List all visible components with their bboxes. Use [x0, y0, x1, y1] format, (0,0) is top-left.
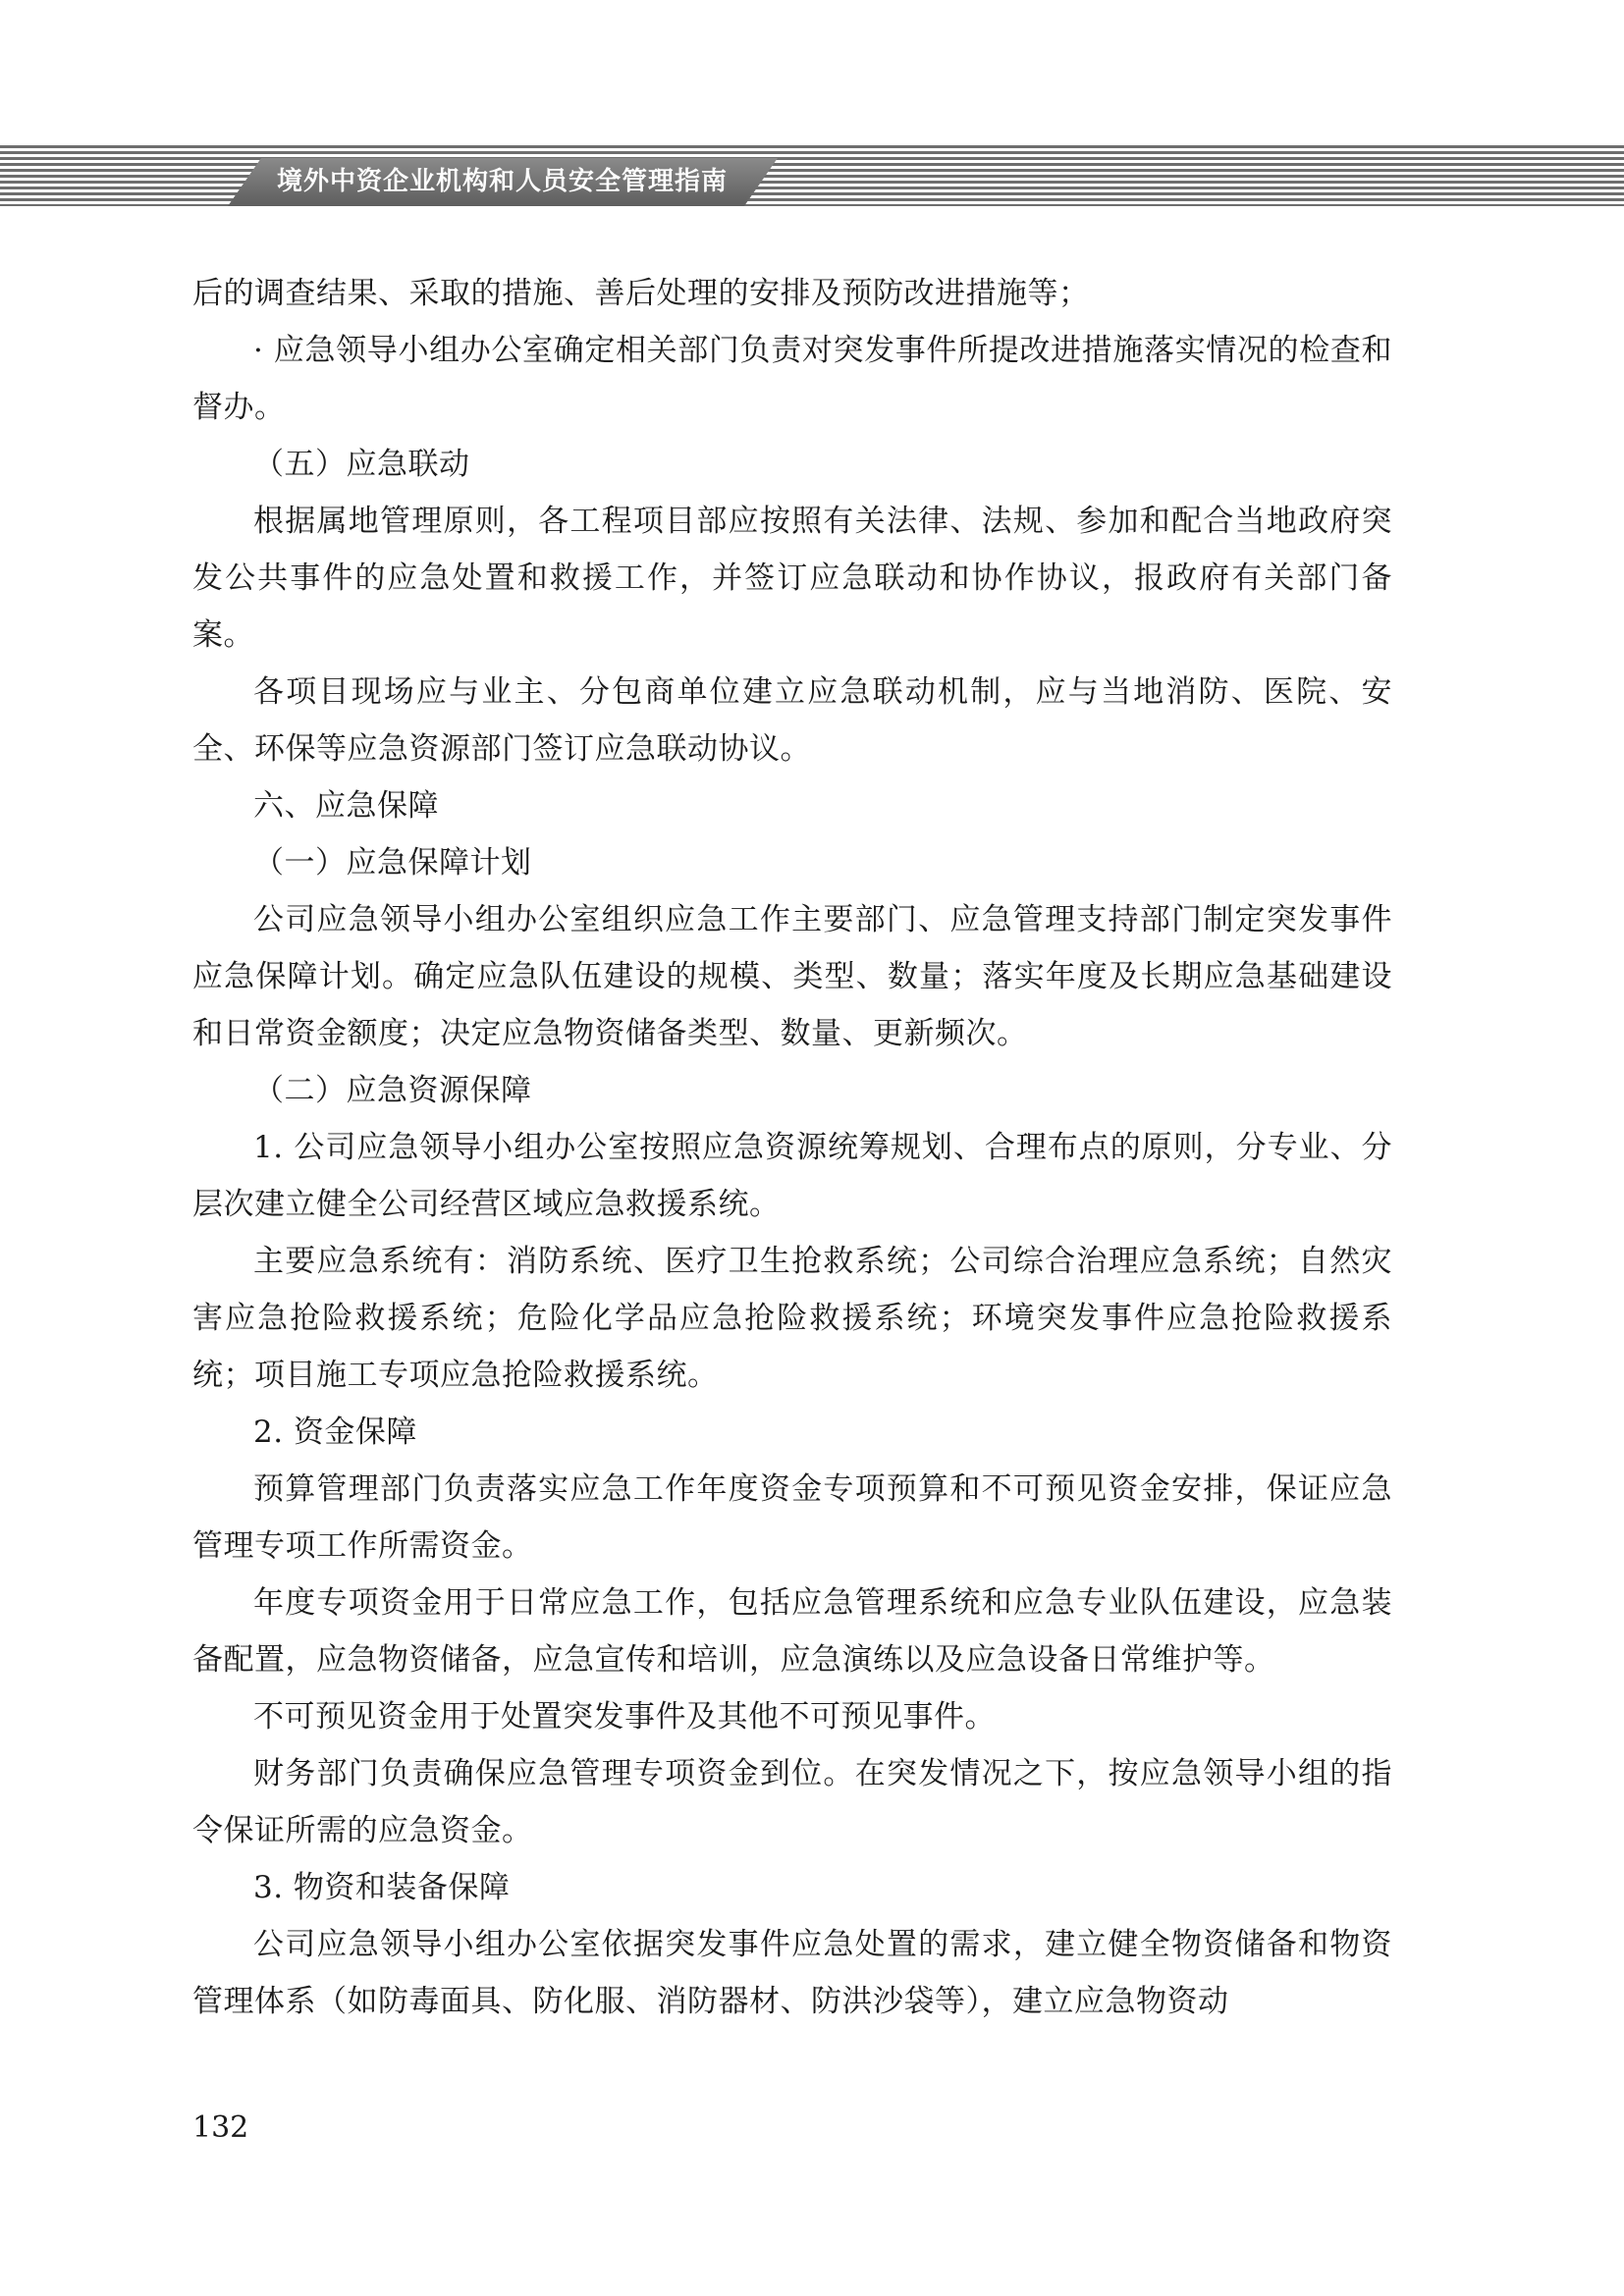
- chapter-heading: 六、应急保障: [253, 788, 439, 824]
- paragraph-numbered: 1. 公司应急领导小组办公室按照应急资源统筹规划、合理布点的原则，分专业、分层次建立健全公司经营区域应急救援系统。: [192, 1130, 1392, 1222]
- section-heading: （一）应急保障计划: [253, 845, 532, 881]
- section-heading: （二）应急资源保障: [253, 1073, 532, 1108]
- subsection-heading: 2. 资金保障: [253, 1415, 417, 1450]
- paragraph: 预算管理部门负责落实应急工作年度资金专项预算和不可预见资金安排，保证应急管理专项工作所需资金。: [192, 1471, 1392, 1564]
- paragraph: 各项目现场应与业主、分包商单位建立应急联动机制，应与当地消防、医院、安全、环保等应急资源部门签订应急联动协议。: [192, 674, 1392, 767]
- paragraph: 年度专项资金用于日常应急工作，包括应急管理系统和应急专业队伍建设，应急装备配置，应急物资储备，应急宣传和培训，应急演练以及应急设备日常维护等。: [192, 1585, 1392, 1678]
- paragraph: 主要应急系统有：消防系统、医疗卫生抢救系统；公司综合治理应急系统；自然灾害应急抢险救援系统；危险化学品应急抢险救援系统；环境突发事件应急抢险救援系统；项目施工专项应急抢险救援系统。: [192, 1244, 1392, 1393]
- subsection-heading: 3. 物资和装备保障: [253, 1870, 511, 1905]
- paragraph-continuation: 后的调查结果、采取的措施、善后处理的安排及预防改进措施等；: [192, 276, 1090, 311]
- section-heading: （五）应急联动: [253, 447, 470, 482]
- running-header: [0, 145, 1624, 206]
- paragraph: 不可预见资金用于处置突发事件及其他不可预见事件。: [253, 1699, 996, 1735]
- paragraph: 根据属地管理原则，各工程项目部应按照有关法律、法规、参加和配合当地政府突发公共事件的应急处置和救援工作，并签订应急联动和协作协议，报政府有关部门备案。: [192, 504, 1392, 653]
- running-header-title: 境外中资企业机构和人员安全管理指南: [277, 167, 729, 196]
- page-number: 132: [192, 2110, 249, 2145]
- paragraph-bullet: · 应急领导小组办公室确定相关部门负责对突发事件所提改进措施落实情况的检查和督办。: [192, 333, 1392, 425]
- page-body: [192, 265, 1392, 2030]
- paragraph: 公司应急领导小组办公室依据突发事件应急处置的需求，建立健全物资储备和物资管理体系（如防毒面具、防化服、消防器材、防洪沙袋等），建立应急物资动: [192, 1927, 1392, 2019]
- paragraph: 财务部门负责确保应急管理专项资金到位。在突发情况之下，按应急领导小组的指令保证所需的应急资金。: [192, 1756, 1392, 1848]
- paragraph: 公司应急领导小组办公室组织应急工作主要部门、应急管理支持部门制定突发事件应急保障计划。确定应急队伍建设的规模、类型、数量；落实年度及长期应急基础建设和日常资金额度；决定应急物资储备类型、数量、更新频次。: [192, 902, 1392, 1051]
